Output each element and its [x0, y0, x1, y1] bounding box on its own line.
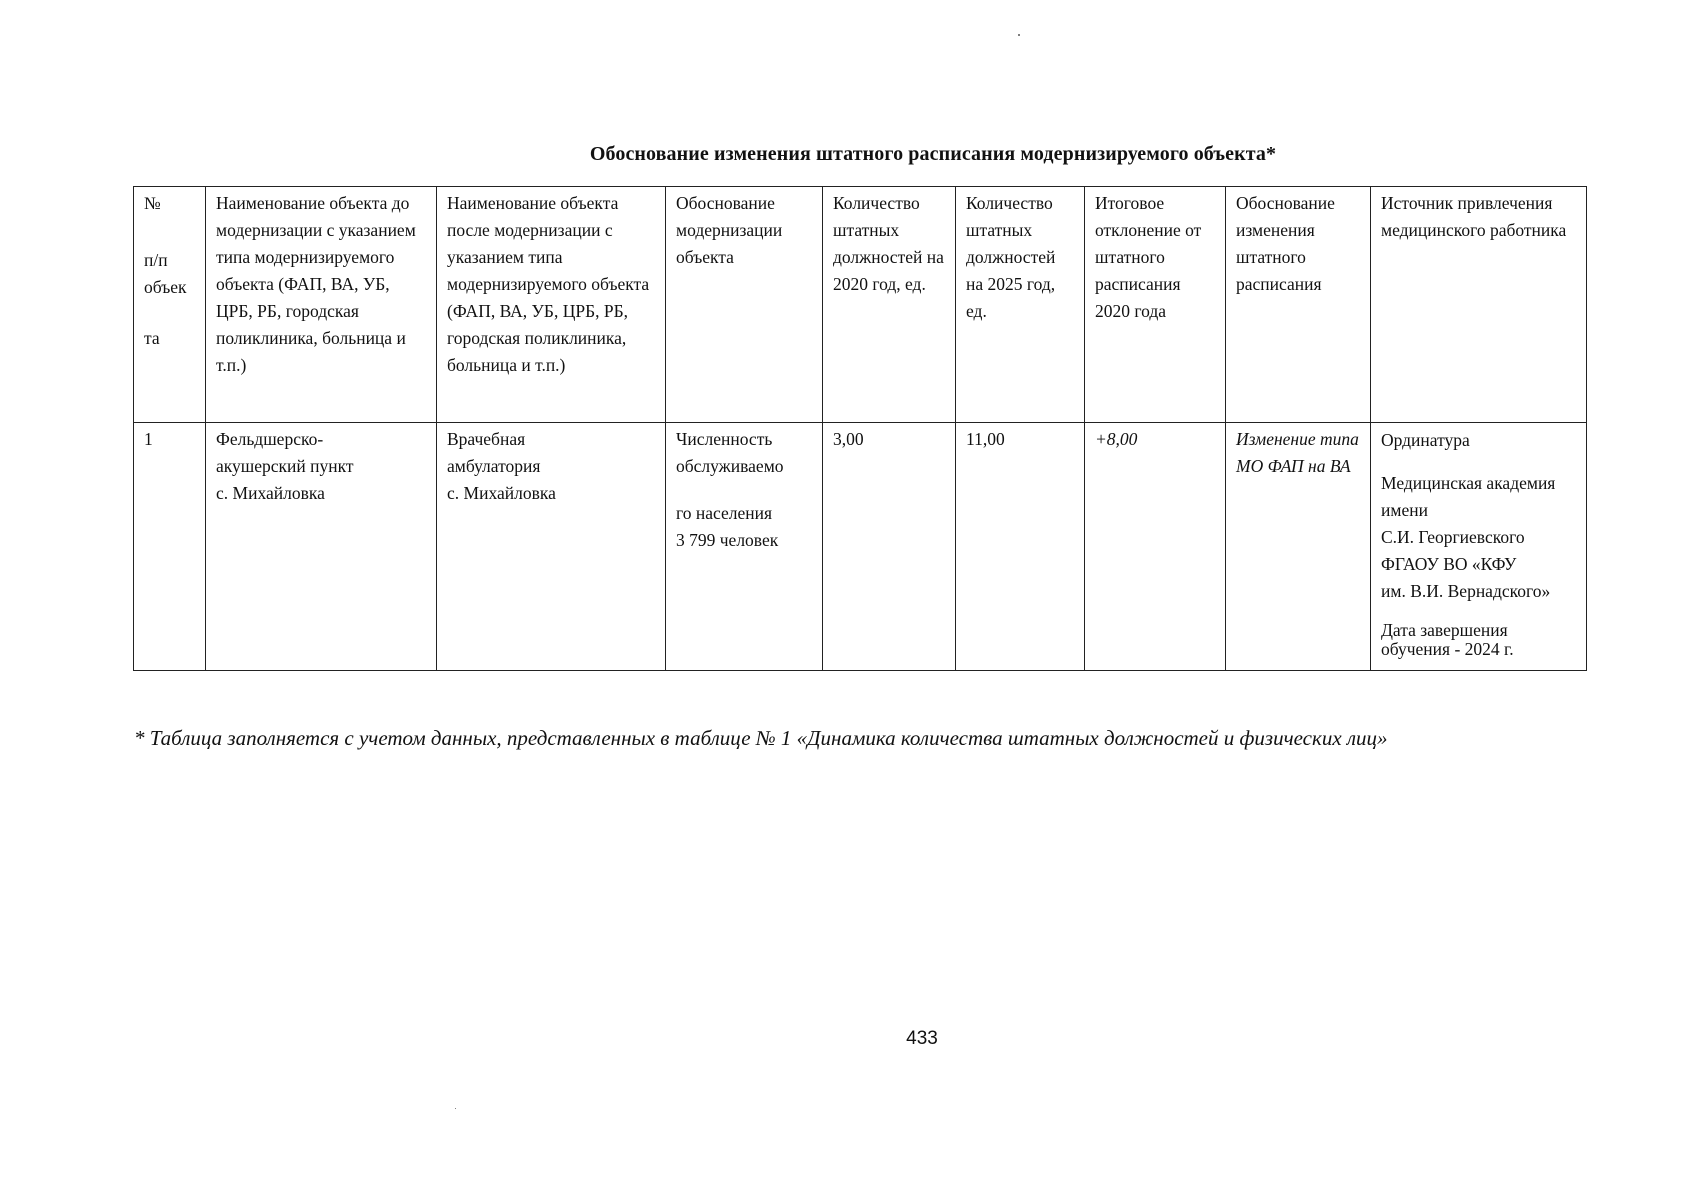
scan-speck: [455, 1108, 456, 1109]
table-row: [134, 423, 1587, 671]
cell-after: Врачебная амбулатория с. Михайловка: [437, 423, 666, 671]
header-justification: Обоснование модернизации объекта: [666, 187, 823, 423]
cell-source: Ординатура Медицинская академия имени С.И. Георгиевского ФГАОУ ВО «КФУ им. В.И. Вернадского» Дата завершения обучения - 2024 г.: [1371, 423, 1587, 671]
cell-before: Фельдшерско- акушерский пункт с. Михайловка: [206, 423, 437, 671]
header-after: Наименование объекта после модернизации с указанием типа модернизируемого объекта (ФАП, ВА, УБ, ЦРБ, РБ, городская поликлиника, больница и т.п.): [437, 187, 666, 423]
cell-justification: Численность обслуживаемо го населения 3 799 человек: [666, 423, 823, 671]
cell-change-reason: Изменение типа МО ФАП на ВА: [1226, 423, 1371, 671]
header-source: Источник привлечения медицинского работника: [1371, 187, 1587, 423]
header-num: № п/п объек та: [134, 187, 206, 423]
footnote: * Таблица заполняется с учетом данных, представленных в таблице № 1 «Динамика количества штатных должностей и физических лиц»: [134, 726, 1388, 750]
staffing-table: [133, 186, 1587, 671]
cell-deviation: +8,00: [1085, 423, 1226, 671]
cell-count-2025: 11,00: [956, 423, 1085, 671]
header-before: Наименование объекта до модернизации с указанием типа модернизируемого объекта (ФАП, ВА, УБ, ЦРБ, РБ, городская поликлиника, больница и т.п.): [206, 187, 437, 423]
cell-count-2020: 3,00: [823, 423, 956, 671]
header-change-reason: Обоснование изменения штатного расписания: [1226, 187, 1371, 423]
cell-num: 1: [134, 423, 206, 671]
document-title: Обоснование изменения штатного расписания модернизируемого объекта*: [589, 143, 1277, 165]
header-count-2025: Количество штатных должностей на 2025 год, ед.: [956, 187, 1085, 423]
scan-speck: [1018, 34, 1020, 36]
page-number: 433: [906, 1028, 938, 1049]
table-header-row: [134, 187, 1587, 423]
header-count-2020: Количество штатных должностей на 2020 год, ед.: [823, 187, 956, 423]
header-deviation: Итоговое отклонение от штатного расписания 2020 года: [1085, 187, 1226, 423]
